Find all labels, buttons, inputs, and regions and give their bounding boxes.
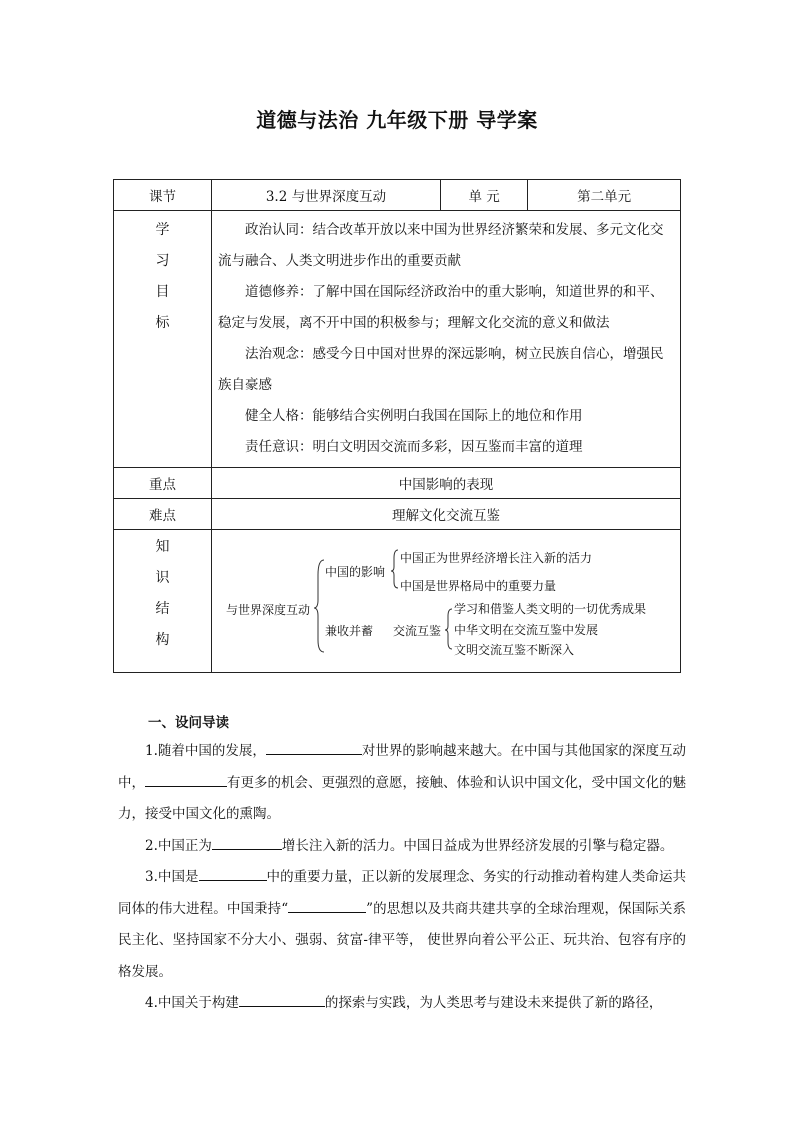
answer-blank[interactable] [145,772,227,787]
knowledge-structure [212,530,681,673]
difficulty-value: 理解文化交流互鉴 [212,499,681,530]
diagram-leaf: 文明交流互鉴不断深入 [454,643,575,657]
diagram-leaf: 中国正为世界经济增长注入新的活力 [400,551,593,565]
knowledge-label-char: 知 [155,539,170,555]
guided-questions [118,736,686,1020]
answer-blank[interactable] [288,898,366,913]
answer-blank[interactable] [199,866,267,881]
goals-label-char: 学 [155,222,170,238]
question-1 [118,736,686,831]
q3-text: ”的思想以及共商共建共享的全球治理观，保国际关系民主化、坚持国家不分大小、强弱、贫富-律平等， 使世界向着公平公正、玩共治、包容有序的格发展。 [118,900,686,980]
header-row [114,180,681,211]
goals-label-char: 习 [155,253,170,269]
goals-label-char: 目 [155,284,170,300]
goal-item: 法治观念：感受今日中国对世界的深远影响，树立民族自信心，增强民族自豪感 [218,346,664,393]
q1-text: 有更多的机会、更强烈的意愿，接触、体验和认识中国文化，受中国文化的魅力，接受中国文化的熏陶。 [118,774,686,822]
q1-text: 1.随着中国的发展， [145,743,266,759]
goal-item: 健全人格：能够结合实例明白我国在国际上的地位和作用 [245,408,583,424]
answer-blank[interactable] [212,835,282,850]
goals-label-char: 标 [155,315,170,331]
q1-text: 对世界的影响越来越大。在中国与其他国家的深度互动中， [118,743,687,791]
q3-text: 中的重要力量，正以新的发展理念、务实的行动推动着构建人类命运共同体的伟大进程。中国秉持“ [118,869,686,917]
diagram-leaf: 中华文明在交流互鉴中发展 [454,623,599,637]
goal-item: 道德修养：了解中国在国际经济政治中的重大影响，知道世界的和平、稳定与发展，离不开中国的积极参与；理解文化交流的意义和做法 [218,284,664,331]
question-2 [118,831,686,863]
knowledge-row [114,530,681,673]
q2-text: 2.中国正为 [145,837,212,854]
lesson-plan-table [113,179,681,673]
goals-row [114,211,681,468]
q4-text: 4.中国关于构建 [145,995,239,1011]
answer-blank[interactable] [239,992,325,1007]
knowledge-diagram [212,530,680,672]
q4-text: 的探索与实践，为人类思考与建设未来提供了新的路径， [324,995,663,1011]
knowledge-label-char: 结 [155,601,170,617]
diagram-branch-2-mid: 交流互鉴 [393,624,442,638]
diagram-branch-1: 中国的影响 [325,565,386,579]
question-4 [118,988,686,1020]
q2-text: 增长注入新的活力。中国日益成为世界经济发展的引擎与稳定器。 [281,837,674,854]
goals-label [114,211,212,468]
diagram-root: 与世界深度互动 [226,603,311,617]
difficulty-row [114,499,681,530]
lesson-label: 课节 [114,180,212,211]
difficulty-label: 难点 [114,499,212,530]
key-point-value: 中国影响的表现 [212,468,681,499]
knowledge-label-char: 识 [155,570,170,586]
diagram-branch-2: 兼收并蓄 [325,624,374,638]
knowledge-label-char: 构 [155,632,170,648]
lesson-value: 3.2 与世界深度互动 [212,180,441,211]
key-point-label: 重点 [114,468,212,499]
diagram-leaf: 学习和借鉴人类文明的一切优秀成果 [454,602,647,616]
unit-label: 单 元 [440,180,527,211]
unit-value: 第二单元 [528,180,681,211]
key-point-row [114,468,681,499]
answer-blank[interactable] [266,740,362,755]
goal-item: 责任意识：明白文明因交流而多彩，因互鉴而丰富的道理 [245,439,583,455]
goal-item: 政治认同：结合改革开放以来中国为世界经济繁荣和发展、多元文化交流与融合、人类文明进步作出的重要贡献 [218,222,664,269]
goals-content [212,211,681,468]
diagram-leaf: 中国是世界格局中的重要力量 [400,579,557,593]
section-title: 一、设问导读 [148,715,229,731]
knowledge-label [114,530,212,673]
q3-text: 3.中国是 [145,869,199,885]
question-3 [118,862,686,988]
page-title: 道德与法治 九年级下册 导学案 [256,108,538,132]
